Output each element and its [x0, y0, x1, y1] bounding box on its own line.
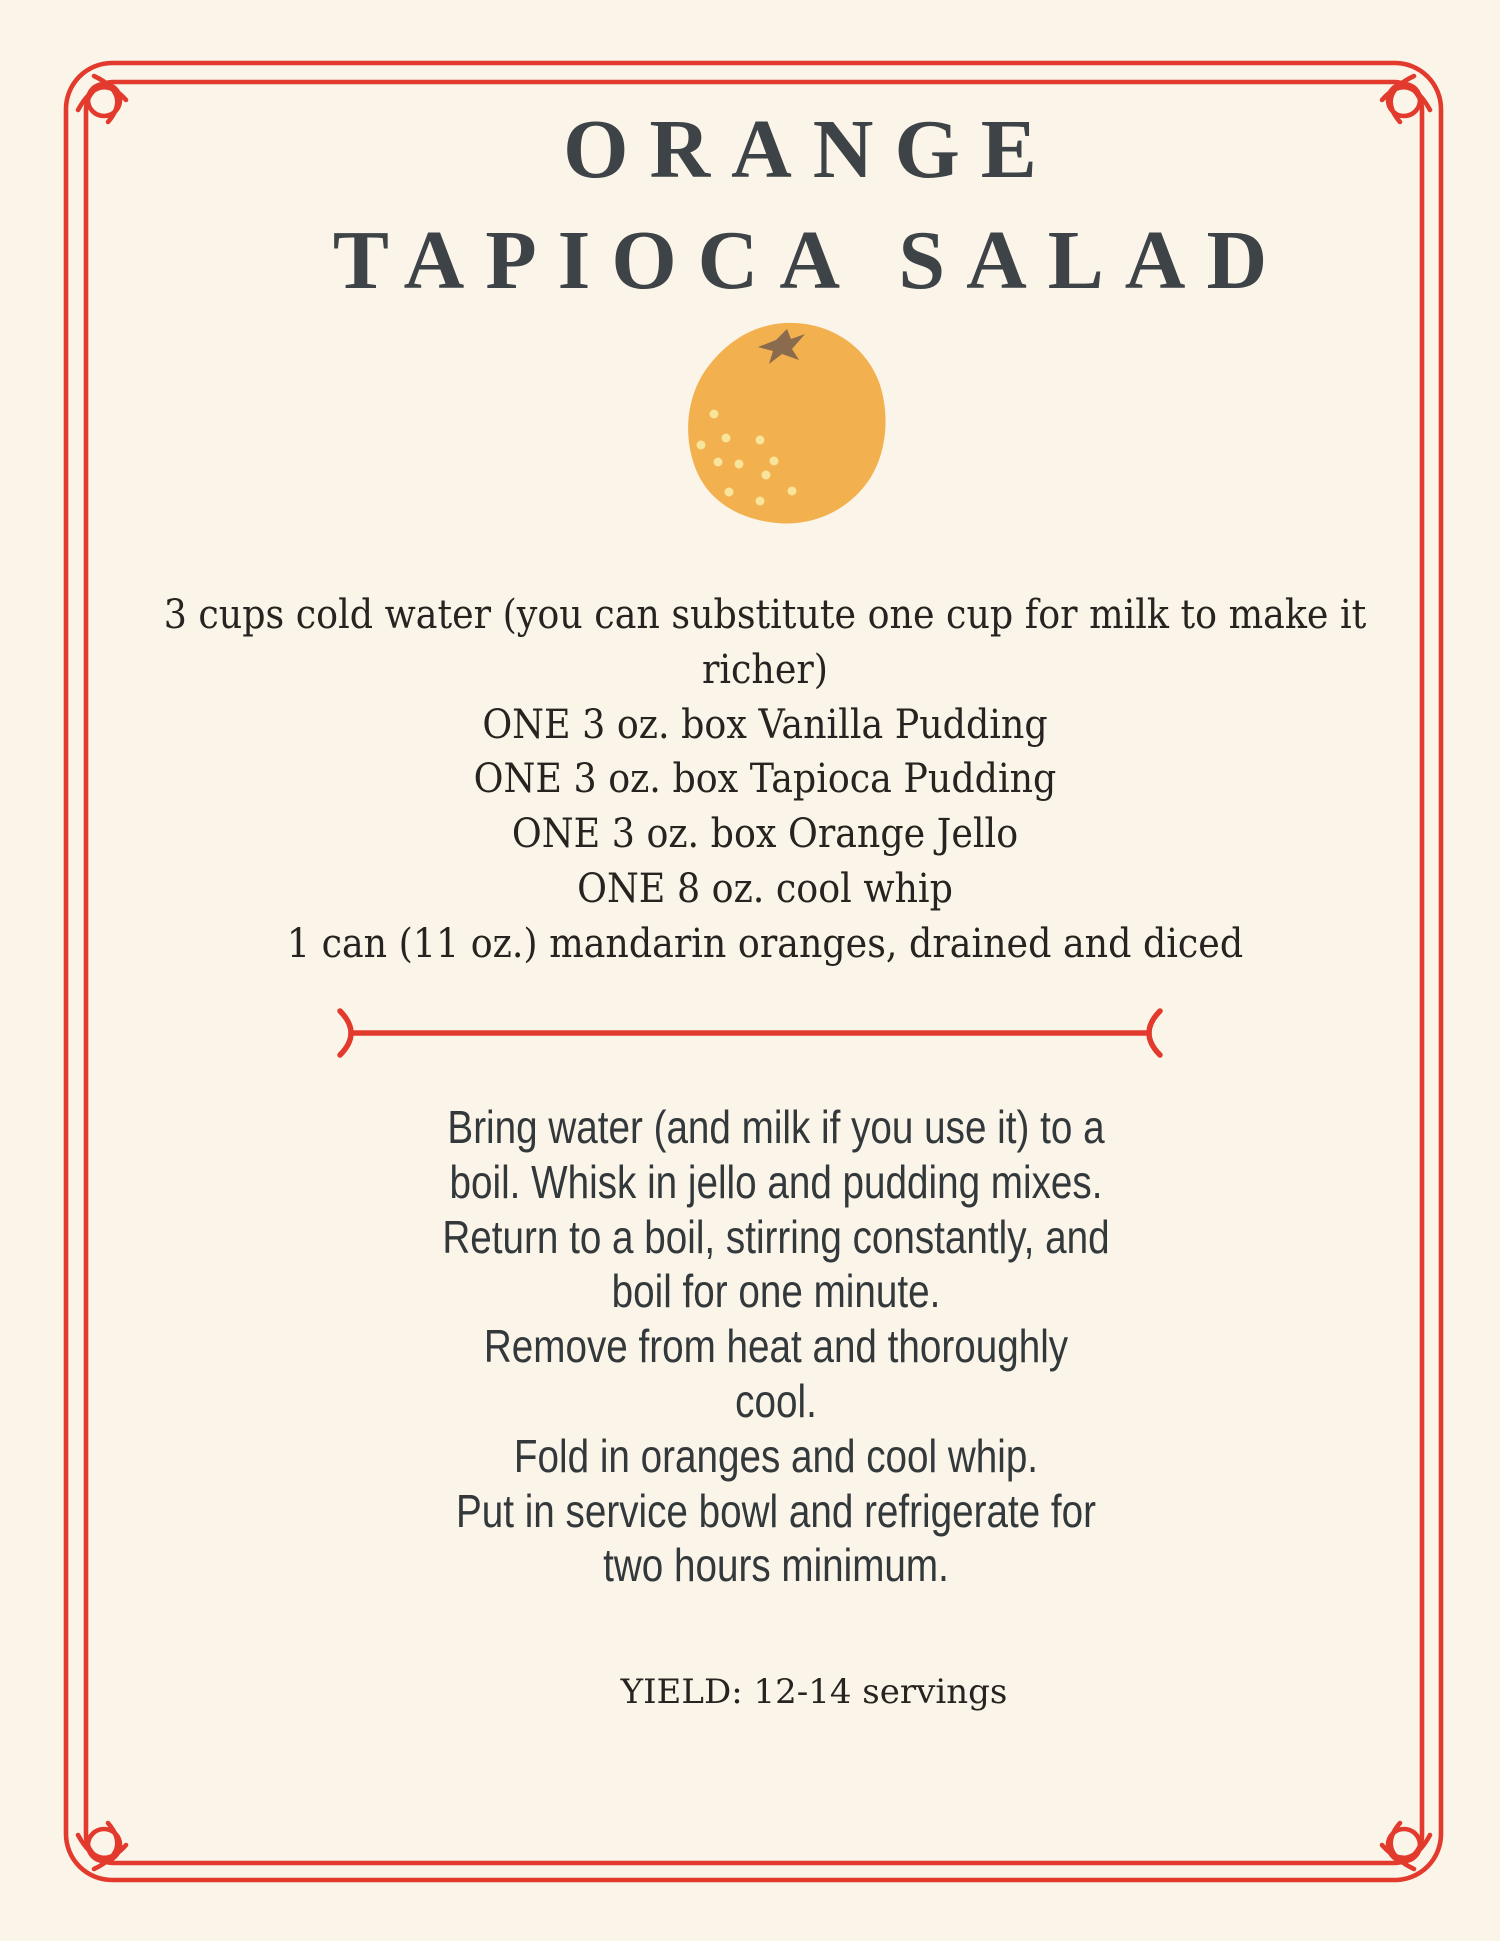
ingredient-line: ONE 3 oz. box Orange Jello	[511, 811, 1019, 858]
ingredient-line: 3 cups cold water (you can substitute one cup for milk to make it	[163, 592, 1367, 638]
orange-illustration	[681, 320, 889, 526]
instruction-line: Fold in oranges and cool whip.	[513, 1429, 1039, 1482]
ingredient-line: ONE 3 oz. box Vanilla Pudding	[482, 701, 1048, 748]
divider-right-bracket	[1149, 1011, 1160, 1055]
recipe-title-line-1: ORANGE	[563, 103, 1058, 196]
instruction-line: Bring water (and milk if you use it) to a	[447, 1101, 1105, 1153]
instruction-line: Put in service bowl and refrigerate for	[455, 1484, 1097, 1537]
instruction-line: Return to a boil, stirring constantly, and	[442, 1210, 1110, 1263]
instructions-paragraph	[440, 1100, 1112, 1593]
ingredients-list	[146, 588, 1384, 972]
divider-ornament	[330, 1003, 1170, 1063]
ingredient-line: ONE 8 oz. cool whip	[577, 865, 953, 912]
instruction-line: Remove from heat and thoroughly cool.	[483, 1320, 1069, 1427]
ingredient-line: ONE 3 oz. box Tapioca Pudding	[473, 756, 1057, 803]
recipe-title-line-2: TAPIOCA SALAD	[332, 214, 1289, 307]
ingredient-line: richer)	[701, 646, 829, 693]
ingredient-line: 1 can (11 oz.) mandarin oranges, drained and diced	[286, 920, 1244, 967]
instruction-line: two hours minimum.	[603, 1539, 949, 1592]
instruction-line: boil. Whisk in jello and pudding mixes.	[449, 1155, 1103, 1208]
yield-text: YIELD: 12-14 servings	[620, 1672, 1008, 1712]
instruction-line: boil for one minute.	[611, 1265, 941, 1318]
